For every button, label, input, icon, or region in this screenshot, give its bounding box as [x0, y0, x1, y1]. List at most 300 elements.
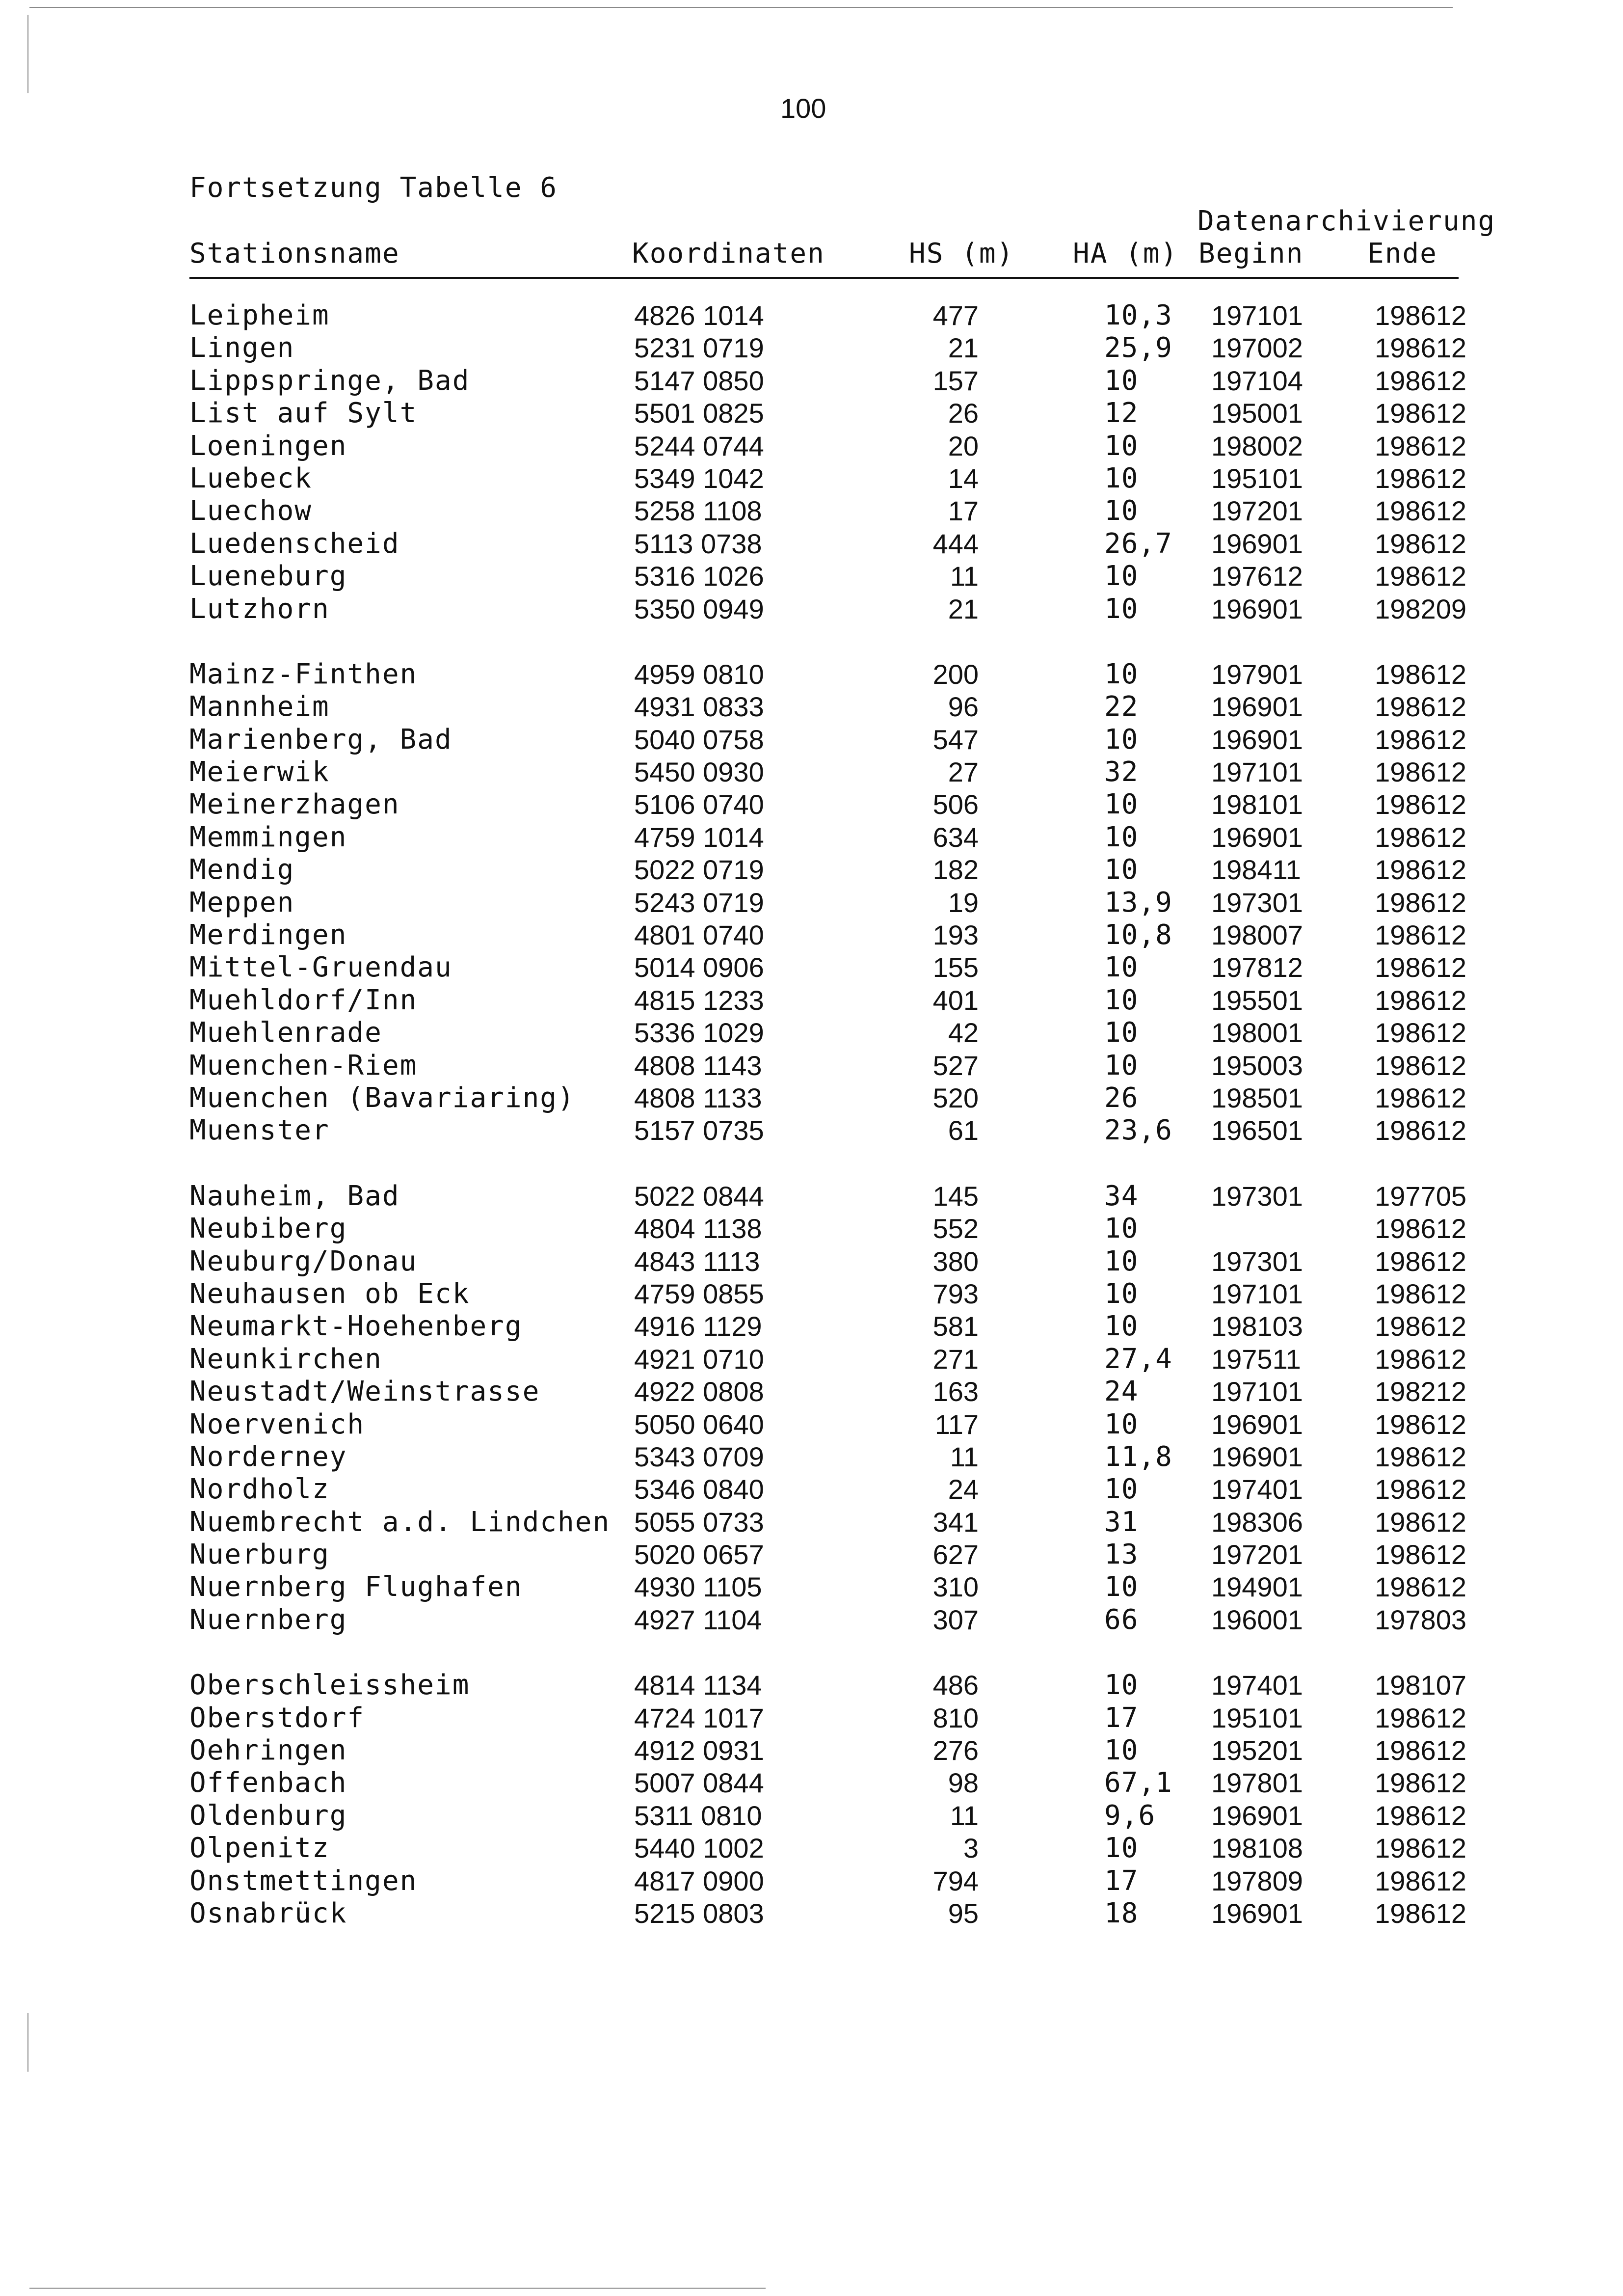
anemometer-height-cell: 10	[1104, 1213, 1139, 1245]
end-date-cell: 198612	[1375, 1506, 1466, 1538]
station-height-cell: 24	[948, 1474, 979, 1505]
table-row	[189, 1800, 1475, 1832]
station-height-cell: 634	[932, 821, 979, 853]
table-row	[189, 691, 1475, 723]
station-height-cell: 42	[948, 1017, 979, 1049]
begin-date-cell: 198101	[1211, 789, 1303, 820]
coordinates-cell: 4808 1143	[634, 1050, 762, 1081]
end-date-cell: 198612	[1375, 365, 1466, 396]
station-name-cell: Oldenburg	[189, 1799, 347, 1832]
coordinates-cell: 5450 0930	[634, 756, 764, 788]
anemometer-height-cell: 34	[1104, 1180, 1139, 1212]
header-end: Ende	[1367, 238, 1437, 270]
table-row	[189, 1310, 1475, 1343]
station-name-cell: Lutzhorn	[189, 593, 330, 625]
station-name-cell: Lippspringe, Bad	[189, 364, 470, 397]
station-height-cell: 307	[932, 1604, 979, 1635]
table-row	[189, 854, 1475, 886]
anemometer-height-cell: 22	[1104, 691, 1139, 723]
station-name-cell: Meppen	[189, 886, 295, 918]
begin-date-cell: 196901	[1211, 1897, 1303, 1929]
table-row	[189, 919, 1475, 951]
station-height-cell: 341	[932, 1506, 979, 1538]
station-name-cell: Nauheim, Bad	[189, 1180, 400, 1212]
station-name-cell: Luechow	[189, 495, 313, 527]
station-name-cell: Leipheim	[189, 299, 330, 331]
end-date-cell: 198612	[1375, 1050, 1466, 1081]
header-begin: Beginn	[1198, 238, 1304, 270]
begin-date-cell: 196901	[1211, 691, 1303, 723]
end-date-cell: 198612	[1375, 1833, 1466, 1864]
station-name-cell: Offenbach	[189, 1767, 347, 1799]
coordinates-cell: 5336 1029	[634, 1017, 764, 1049]
coordinates-cell: 5244 0744	[634, 430, 764, 461]
anemometer-height-cell: 10	[1104, 1473, 1139, 1506]
station-height-cell: 11	[950, 1441, 979, 1472]
station-height-cell: 793	[932, 1278, 979, 1309]
begin-date-cell: 197401	[1211, 1474, 1303, 1505]
table-row	[189, 821, 1475, 854]
end-date-cell: 198612	[1375, 1213, 1466, 1244]
begin-date-cell: 196901	[1211, 724, 1303, 755]
station-height-cell: 145	[932, 1180, 979, 1212]
table-row	[189, 462, 1475, 495]
coordinates-cell: 4927 1104	[634, 1604, 762, 1635]
station-name-cell: Meierwik	[189, 756, 330, 788]
end-date-cell: 198612	[1375, 952, 1466, 983]
coordinates-cell: 5157 0735	[634, 1115, 764, 1146]
header-station-name: Stationsname	[189, 238, 400, 270]
anemometer-height-cell: 10	[1104, 430, 1139, 462]
begin-date-cell: 198306	[1211, 1506, 1303, 1538]
anemometer-height-cell: 10	[1104, 1669, 1139, 1702]
end-date-cell: 198612	[1375, 1082, 1466, 1113]
table-row	[189, 1082, 1475, 1114]
station-height-cell: 96	[948, 691, 979, 723]
table-row	[189, 332, 1475, 364]
table-row	[189, 1343, 1475, 1376]
anemometer-height-cell: 24	[1104, 1376, 1139, 1408]
station-height-cell: 14	[948, 462, 979, 494]
coordinates-cell: 4826 1014	[634, 300, 764, 331]
table-row	[189, 397, 1475, 430]
begin-date-cell: 195003	[1211, 1050, 1303, 1081]
end-date-cell: 198612	[1375, 691, 1466, 723]
anemometer-height-cell: 10	[1104, 1017, 1139, 1049]
table-row	[189, 1245, 1475, 1278]
begin-date-cell: 197511	[1211, 1343, 1301, 1375]
begin-date-cell: 197809	[1211, 1865, 1303, 1896]
station-height-cell: 19	[948, 887, 979, 918]
table-row	[189, 1017, 1475, 1049]
anemometer-height-cell: 18	[1104, 1897, 1139, 1929]
end-date-cell: 198612	[1375, 1115, 1466, 1146]
station-height-cell: 276	[932, 1735, 979, 1766]
station-height-cell: 21	[948, 593, 979, 624]
begin-date-cell: 197301	[1211, 1180, 1303, 1212]
station-name-cell: Mainz-Finthen	[189, 658, 418, 690]
table-row	[189, 1604, 1475, 1636]
table-row	[189, 1376, 1475, 1408]
begin-date-cell: 195101	[1211, 1702, 1303, 1733]
station-name-cell: Mittel-Gruendau	[189, 951, 452, 984]
station-height-cell: 11	[950, 1800, 979, 1831]
table-row	[189, 984, 1475, 1017]
end-date-cell: 198612	[1375, 561, 1466, 592]
coordinates-cell: 4930 1105	[634, 1571, 762, 1603]
station-height-cell: 200	[932, 658, 979, 690]
station-name-cell: Muenchen-Riem	[189, 1049, 418, 1081]
station-name-cell: Lingen	[189, 332, 295, 364]
end-date-cell: 198612	[1375, 887, 1466, 918]
begin-date-cell: 198501	[1211, 1082, 1303, 1113]
station-name-cell: Onstmettingen	[189, 1864, 418, 1897]
station-height-cell: 61	[948, 1115, 979, 1146]
coordinates-cell: 4815 1233	[634, 984, 764, 1016]
anemometer-height-cell: 10	[1104, 951, 1139, 984]
begin-date-cell: 196901	[1211, 1800, 1303, 1831]
table-row	[189, 1213, 1475, 1245]
end-date-cell: 198612	[1375, 756, 1466, 788]
table-row	[189, 495, 1475, 527]
table-row	[189, 724, 1475, 756]
begin-date-cell: 197401	[1211, 1670, 1303, 1701]
end-date-cell: 198612	[1375, 1735, 1466, 1766]
begin-date-cell: 195501	[1211, 984, 1303, 1016]
station-name-cell: Merdingen	[189, 919, 347, 951]
station-height-cell: 20	[948, 430, 979, 461]
anemometer-height-cell: 10	[1104, 495, 1139, 527]
begin-date-cell: 198411	[1211, 854, 1301, 886]
anemometer-height-cell: 10	[1104, 1832, 1139, 1864]
coordinates-cell: 5007 0844	[634, 1767, 764, 1799]
station-name-cell: Neumarkt-Hoehenberg	[189, 1310, 523, 1343]
coordinates-cell: 4817 0900	[634, 1865, 764, 1896]
coordinates-cell: 5501 0825	[634, 398, 764, 429]
end-date-cell: 198612	[1375, 1474, 1466, 1505]
station-name-cell: Muenster	[189, 1114, 330, 1147]
anemometer-height-cell: 11,8	[1104, 1440, 1172, 1473]
station-name-cell: Neustadt/Weinstrasse	[189, 1376, 540, 1408]
station-height-cell: 477	[932, 300, 979, 331]
end-date-cell: 198612	[1375, 821, 1466, 853]
station-height-cell: 182	[932, 854, 979, 886]
table-row	[189, 658, 1475, 691]
anemometer-height-cell: 17	[1104, 1702, 1139, 1734]
station-height-cell: 193	[932, 919, 979, 951]
station-height-cell: 380	[932, 1245, 979, 1277]
end-date-cell: 198612	[1375, 984, 1466, 1016]
coordinates-cell: 5349 1042	[634, 462, 764, 494]
coordinates-cell: 4843 1113	[634, 1245, 760, 1277]
end-date-cell: 198612	[1375, 528, 1466, 559]
coordinates-cell: 5343 0709	[634, 1441, 764, 1472]
coordinates-cell: 5311 0810	[634, 1800, 762, 1831]
anemometer-height-cell: 10	[1104, 821, 1139, 853]
anemometer-height-cell: 31	[1104, 1506, 1139, 1538]
station-group	[189, 299, 1475, 625]
begin-date-cell: 197301	[1211, 887, 1303, 918]
table-row	[189, 1050, 1475, 1082]
table-row	[189, 1278, 1475, 1310]
end-date-cell: 198612	[1375, 1897, 1466, 1929]
begin-date-cell: 197101	[1211, 300, 1303, 331]
begin-date-cell: 196901	[1211, 821, 1303, 853]
table-body	[189, 299, 1475, 1963]
station-height-cell: 552	[932, 1213, 979, 1244]
anemometer-height-cell: 26,7	[1104, 527, 1172, 560]
end-date-cell: 197803	[1375, 1604, 1466, 1635]
table-row	[189, 1734, 1475, 1767]
coordinates-cell: 4759 0855	[634, 1278, 764, 1309]
station-name-cell: Oberschleissheim	[189, 1669, 470, 1702]
end-date-cell: 198612	[1375, 1311, 1466, 1342]
table-row	[189, 1865, 1475, 1897]
table-row	[189, 1114, 1475, 1147]
anemometer-height-cell: 10	[1104, 854, 1139, 886]
station-name-cell: Nuernberg	[189, 1603, 347, 1636]
coordinates-cell: 5350 0949	[634, 593, 764, 624]
anemometer-height-cell: 23,6	[1104, 1114, 1172, 1147]
station-height-cell: 401	[932, 984, 979, 1016]
anemometer-height-cell: 13,9	[1104, 886, 1172, 918]
station-height-cell: 581	[932, 1311, 979, 1342]
anemometer-height-cell: 10	[1104, 593, 1139, 625]
begin-date-cell: 198103	[1211, 1311, 1303, 1342]
anemometer-height-cell: 10	[1104, 462, 1139, 494]
coordinates-cell: 4801 0740	[634, 919, 764, 951]
table-row	[189, 593, 1475, 625]
end-date-cell: 198612	[1375, 1343, 1466, 1375]
station-name-cell: Oberstdorf	[189, 1702, 365, 1734]
table-row	[189, 430, 1475, 462]
scan-edge-bottom	[29, 2288, 766, 2289]
station-name-cell: Nordholz	[189, 1473, 330, 1506]
end-date-cell: 198612	[1375, 789, 1466, 820]
station-group	[189, 1669, 1475, 1930]
coordinates-cell: 5022 0719	[634, 854, 764, 886]
coordinates-cell: 4912 0931	[634, 1735, 764, 1766]
table-row	[189, 560, 1475, 593]
station-group	[189, 1180, 1475, 1636]
end-date-cell: 198612	[1375, 1017, 1466, 1049]
station-height-cell: 527	[932, 1050, 979, 1081]
coordinates-cell: 5106 0740	[634, 789, 764, 820]
end-date-cell: 198209	[1375, 593, 1466, 624]
end-date-cell: 198612	[1375, 724, 1466, 755]
station-height-cell: 3	[963, 1833, 979, 1864]
table-row	[189, 1571, 1475, 1603]
station-height-cell: 310	[932, 1571, 979, 1603]
station-name-cell: Nuerburg	[189, 1539, 330, 1571]
begin-date-cell: 198007	[1211, 919, 1303, 951]
station-height-cell: 26	[948, 398, 979, 429]
station-name-cell: Mendig	[189, 854, 295, 886]
end-date-cell: 198612	[1375, 495, 1466, 527]
end-date-cell: 198612	[1375, 919, 1466, 951]
begin-date-cell: 196901	[1211, 593, 1303, 624]
coordinates-cell: 5014 0906	[634, 952, 764, 983]
anemometer-height-cell: 10,8	[1104, 919, 1172, 951]
begin-date-cell: 194901	[1211, 1571, 1303, 1603]
begin-date-cell: 197801	[1211, 1767, 1303, 1799]
coordinates-cell: 4804 1138	[634, 1213, 762, 1244]
coordinates-cell: 5231 0719	[634, 332, 764, 364]
station-height-cell: 155	[932, 952, 979, 983]
table-row	[189, 788, 1475, 821]
station-height-cell: 520	[932, 1082, 979, 1113]
end-date-cell: 198212	[1375, 1376, 1466, 1407]
coordinates-cell: 5050 0640	[634, 1408, 764, 1440]
station-name-cell: Olpenitz	[189, 1832, 330, 1864]
scan-edge-top	[29, 7, 1453, 8]
table-row	[189, 1832, 1475, 1864]
begin-date-cell: 197612	[1211, 561, 1303, 592]
coordinates-cell: 5316 1026	[634, 561, 764, 592]
table-row	[189, 365, 1475, 397]
station-height-cell: 98	[948, 1767, 979, 1799]
coordinates-cell: 5113 0738	[634, 528, 762, 559]
end-date-cell: 198612	[1375, 430, 1466, 461]
station-height-cell: 17	[948, 495, 979, 527]
station-name-cell: Lueneburg	[189, 560, 347, 593]
station-name-cell: Neuhausen ob Eck	[189, 1277, 470, 1310]
anemometer-height-cell: 10	[1104, 658, 1139, 690]
begin-date-cell: 197101	[1211, 1278, 1303, 1309]
station-name-cell: Muehlenrade	[189, 1017, 382, 1049]
coordinates-cell: 4921 0710	[634, 1343, 764, 1375]
station-name-cell: Neuburg/Donau	[189, 1245, 418, 1277]
station-name-cell: List auf Sylt	[189, 397, 418, 430]
anemometer-height-cell: 66	[1104, 1603, 1139, 1636]
anemometer-height-cell: 10	[1104, 1049, 1139, 1081]
station-name-cell: Neunkirchen	[189, 1343, 382, 1375]
coordinates-cell: 5243 0719	[634, 887, 764, 918]
table-row	[189, 951, 1475, 984]
page-number: 100	[780, 93, 826, 124]
end-date-cell: 198612	[1375, 398, 1466, 429]
station-height-cell: 163	[932, 1376, 979, 1407]
station-height-cell: 271	[932, 1343, 979, 1375]
station-height-cell: 627	[932, 1539, 979, 1570]
table-header	[189, 201, 1496, 278]
coordinates-cell: 4922 0808	[634, 1376, 764, 1407]
station-height-cell: 117	[934, 1408, 979, 1440]
begin-date-cell: 197002	[1211, 332, 1303, 364]
station-name-cell: Marienberg, Bad	[189, 723, 452, 756]
coordinates-cell: 5258 1108	[634, 495, 762, 527]
begin-date-cell: 197812	[1211, 952, 1303, 983]
station-group	[189, 658, 1475, 1147]
end-date-cell: 198612	[1375, 1767, 1466, 1799]
table-row	[189, 1473, 1475, 1506]
end-date-cell: 197705	[1375, 1180, 1466, 1212]
station-name-cell: Norderney	[189, 1440, 347, 1473]
coordinates-cell: 4759 1014	[634, 821, 764, 853]
anemometer-height-cell: 10,3	[1104, 299, 1172, 331]
anemometer-height-cell: 10	[1104, 1571, 1139, 1603]
coordinates-cell: 4916 1129	[634, 1311, 762, 1342]
begin-date-cell: 197301	[1211, 1245, 1303, 1277]
table-row	[189, 756, 1475, 788]
header-station-height: HS (m)	[909, 238, 1014, 270]
coordinates-cell: 4814 1134	[634, 1670, 762, 1701]
anemometer-height-cell: 10	[1104, 723, 1139, 756]
station-name-cell: Nuembrecht a.d. Lindchen	[189, 1506, 611, 1538]
station-name-cell: Nuernberg Flughafen	[189, 1571, 523, 1603]
station-name-cell: Luedenscheid	[189, 527, 400, 560]
end-date-cell: 198612	[1375, 1539, 1466, 1570]
anemometer-height-cell: 25,9	[1104, 332, 1172, 364]
end-date-cell: 198612	[1375, 1571, 1466, 1603]
scan-edge-left	[27, 15, 28, 93]
station-height-cell: 444	[932, 528, 979, 559]
coordinates-cell: 5215 0803	[634, 1897, 764, 1929]
station-name-cell: Oehringen	[189, 1734, 347, 1767]
table-row	[189, 1506, 1475, 1539]
begin-date-cell: 195001	[1211, 398, 1303, 429]
station-name-cell: Mannheim	[189, 691, 330, 723]
header-archive: Datenarchivierung	[1197, 205, 1496, 237]
coordinates-cell: 5147 0850	[634, 365, 764, 396]
station-height-cell: 157	[932, 365, 979, 396]
begin-date-cell: 197201	[1211, 1539, 1303, 1570]
station-height-cell: 21	[948, 332, 979, 364]
table-row	[189, 299, 1475, 332]
table-caption: Fortsetzung Tabelle 6	[189, 172, 558, 204]
end-date-cell: 198612	[1375, 854, 1466, 886]
begin-date-cell: 196901	[1211, 528, 1303, 559]
anemometer-height-cell: 27,4	[1104, 1343, 1172, 1375]
anemometer-height-cell: 9,6	[1104, 1799, 1156, 1832]
anemometer-height-cell: 10	[1104, 1310, 1139, 1343]
header-anemometer-height: HA (m)	[1073, 238, 1178, 270]
begin-date-cell: 198002	[1211, 430, 1303, 461]
header-rule	[189, 277, 1459, 279]
station-height-cell: 506	[932, 789, 979, 820]
table-row	[189, 1702, 1475, 1734]
table-row	[189, 1539, 1475, 1571]
anemometer-height-cell: 10	[1104, 1245, 1139, 1277]
end-date-cell: 198612	[1375, 658, 1466, 690]
anemometer-height-cell: 10	[1104, 364, 1139, 397]
coordinates-cell: 5022 0844	[634, 1180, 764, 1212]
begin-date-cell: 198001	[1211, 1017, 1303, 1049]
coordinates-cell: 4808 1133	[634, 1082, 762, 1113]
begin-date-cell: 196901	[1211, 1408, 1303, 1440]
station-height-cell: 547	[932, 724, 979, 755]
end-date-cell: 198612	[1375, 1865, 1466, 1896]
begin-date-cell: 196901	[1211, 1441, 1303, 1472]
station-height-cell: 11	[950, 561, 979, 592]
header-coordinates: Koordinaten	[632, 238, 825, 270]
table-row	[189, 1408, 1475, 1441]
station-name-cell: Noervenich	[189, 1408, 365, 1440]
end-date-cell: 198612	[1375, 1441, 1466, 1472]
coordinates-cell: 5440 1002	[634, 1833, 764, 1864]
anemometer-height-cell: 26	[1104, 1081, 1139, 1114]
end-date-cell: 198612	[1375, 1702, 1466, 1733]
anemometer-height-cell: 67,1	[1104, 1767, 1172, 1799]
anemometer-height-cell: 10	[1104, 560, 1139, 593]
end-date-cell: 198612	[1375, 1245, 1466, 1277]
anemometer-height-cell: 17	[1104, 1864, 1139, 1897]
begin-date-cell: 197101	[1211, 756, 1303, 788]
end-date-cell: 198107	[1375, 1670, 1466, 1701]
table-row	[189, 1441, 1475, 1473]
begin-date-cell: 197201	[1211, 495, 1303, 527]
end-date-cell: 198612	[1375, 1800, 1466, 1831]
